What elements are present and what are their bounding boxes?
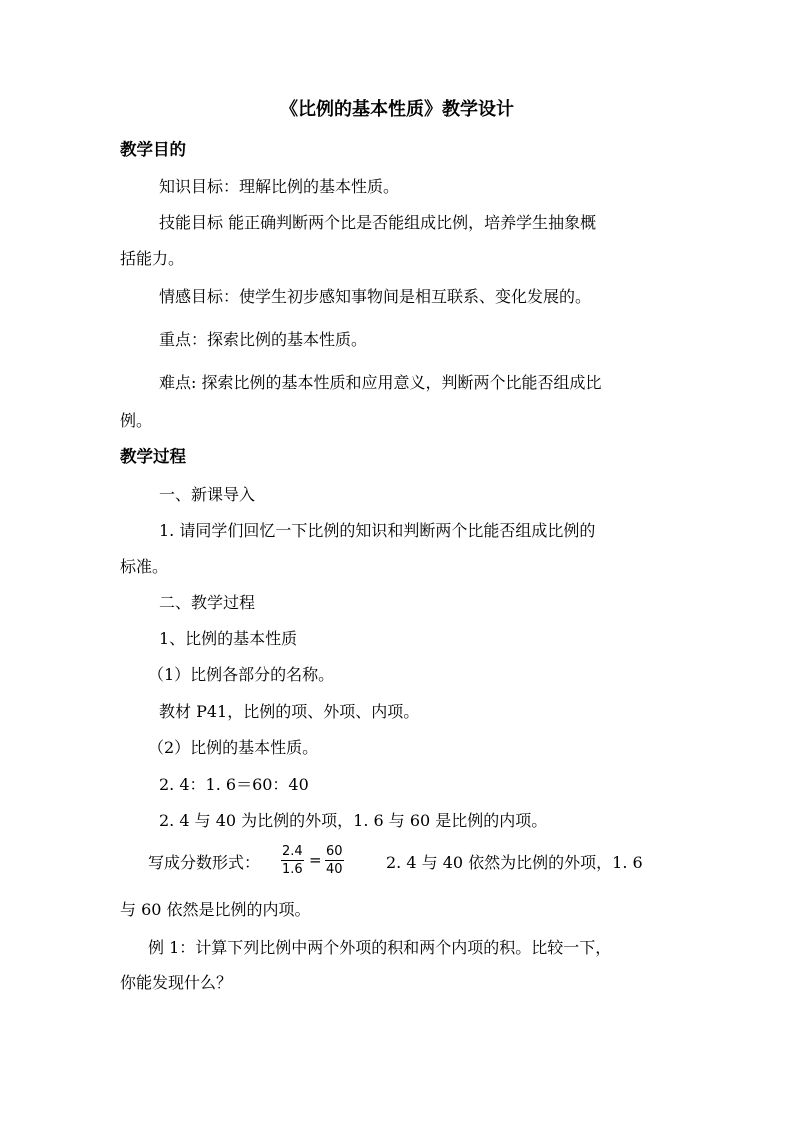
skill-goal-line-2: 括能力。 bbox=[120, 249, 185, 268]
process-heading: 二、教学过程 bbox=[159, 593, 256, 612]
equals-sign: = bbox=[309, 851, 322, 869]
fraction-right-denominator: 40 bbox=[326, 862, 343, 877]
fraction-right bbox=[325, 843, 344, 878]
skill-goal-line-1: 技能目标 能正确判断两个比是否能组成比例，培养学生抽象概 bbox=[159, 213, 597, 232]
textbook-reference: 教材 P41，比例的项、外项、内项。 bbox=[159, 702, 420, 721]
knowledge-goal: 知识目标：理解比例的基本性质。 bbox=[159, 177, 400, 196]
document-title: 《比例的基本性质》教学设计 bbox=[280, 99, 514, 120]
intro-item-line-2: 标准。 bbox=[120, 557, 169, 576]
fraction-right-numerator: 60 bbox=[326, 844, 343, 859]
fraction-left-denominator: 1.6 bbox=[282, 862, 303, 877]
fraction-explanation-line-2: 与 60 依然是比例的内项。 bbox=[120, 900, 311, 919]
fraction-left-numerator: 2.4 bbox=[282, 844, 303, 859]
fraction-form-label: 写成分数形式： bbox=[148, 853, 261, 872]
difficulty-line-2: 例。 bbox=[120, 411, 153, 430]
fraction-left bbox=[281, 843, 304, 878]
difficulty-line-1: 难点: 探索比例的基本性质和应用意义，判断两个比能否组成比 bbox=[159, 373, 602, 392]
terms-explanation: 2. 4 与 40 为比例的外项，1. 6 与 60 是比例的内项。 bbox=[159, 811, 548, 830]
fraction-explanation-line-1: 2. 4 与 40 依然为比例的外项，1. 6 bbox=[386, 853, 643, 872]
key-point: 重点：探索比例的基本性质。 bbox=[159, 330, 368, 349]
intro-item-line-1: 1. 请同学们回忆一下比例的知识和判断两个比能否组成比例的 bbox=[159, 521, 596, 540]
example-1-line-1: 例 1：计算下列比例中两个外项的积和两个内项的积。比较一下， bbox=[148, 938, 612, 957]
section-heading-goals: 教学目的 bbox=[120, 140, 186, 159]
ratio-equation: 2. 4：1. 6＝60：40 bbox=[159, 775, 309, 794]
intro-heading: 一、新课导入 bbox=[159, 485, 256, 504]
example-1-line-2: 你能发现什么？ bbox=[120, 973, 233, 992]
emotion-goal: 情感目标：使学生初步感知事物间是相互联系、变化发展的。 bbox=[159, 287, 592, 306]
part-names-item: （1）比例各部分的名称。 bbox=[148, 665, 335, 684]
basic-property-item: （2）比例的基本性质。 bbox=[148, 738, 319, 757]
basic-property-heading: 1、比例的基本性质 bbox=[159, 629, 298, 648]
section-heading-process: 教学过程 bbox=[120, 447, 186, 466]
